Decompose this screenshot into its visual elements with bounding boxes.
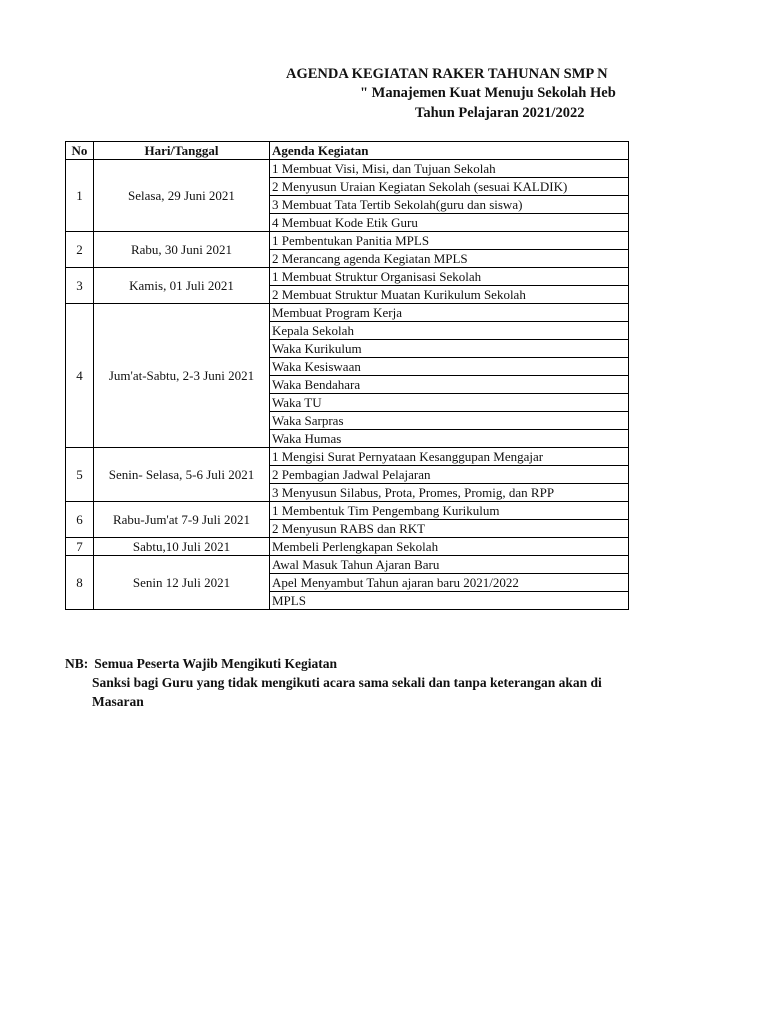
row-number: 2 — [66, 232, 94, 268]
table-header-row — [66, 142, 629, 160]
row-number: 6 — [66, 502, 94, 538]
row-number: 5 — [66, 448, 94, 502]
table-row — [66, 160, 629, 178]
academic-year: Tahun Pelajaran 2021/2022 — [415, 105, 585, 121]
activity-cell: 1 Membuat Struktur Organisasi Sekolah — [270, 268, 629, 286]
activity-cell: Waka Sarpras — [270, 412, 629, 430]
activity-cell: MPLS — [270, 592, 629, 610]
row-number: 8 — [66, 556, 94, 610]
table-row — [66, 556, 629, 574]
activity-cell: Waka Kesiswaan — [270, 358, 629, 376]
activity-cell: 2 Menyusun RABS dan RKT — [270, 520, 629, 538]
activity-cell: Waka Bendahara — [270, 376, 629, 394]
document-title: AGENDA KEGIATAN RAKER TAHUNAN SMP N — [286, 66, 608, 82]
note-text-1: Semua Peserta Wajib Mengikuti Kegiatan — [94, 656, 337, 671]
activity-cell: Awal Masuk Tahun Ajaran Baru — [270, 556, 629, 574]
activity-cell: Waka Humas — [270, 430, 629, 448]
activity-cell: Membuat Program Kerja — [270, 304, 629, 322]
note-line-1 — [65, 656, 337, 672]
column-header-no: No — [66, 142, 94, 160]
note-line-2: Sanksi bagi Guru yang tidak mengikuti acara sama sekali dan tanpa keterangan akan di — [92, 675, 602, 690]
table-row — [66, 232, 629, 250]
activity-cell: Apel Menyambut Tahun ajaran baru 2021/2022 — [270, 574, 629, 592]
row-date: Senin- Selasa, 5-6 Juli 2021 — [94, 448, 270, 502]
activity-cell: Waka Kurikulum — [270, 340, 629, 358]
table-row — [66, 268, 629, 286]
row-date: Senin 12 Juli 2021 — [94, 556, 270, 610]
row-number: 3 — [66, 268, 94, 304]
table-body — [66, 160, 629, 610]
activity-cell: 2 Pembagian Jadwal Pelajaran — [270, 466, 629, 484]
agenda-table — [65, 141, 629, 610]
row-number: 7 — [66, 538, 94, 556]
row-date: Sabtu,10 Juli 2021 — [94, 538, 270, 556]
activity-cell: 2 Membuat Struktur Muatan Kurikulum Sekolah — [270, 286, 629, 304]
row-date: Selasa, 29 Juni 2021 — [94, 160, 270, 232]
table-row — [66, 502, 629, 520]
document-subtitle: " Manajemen Kuat Menuju Sekolah Heb — [360, 85, 616, 101]
activity-cell: 1 Mengisi Surat Pernyataan Kesanggupan Mengajar — [270, 448, 629, 466]
row-number: 4 — [66, 304, 94, 448]
column-header-activity: Agenda Kegiatan — [270, 142, 629, 160]
activity-cell: 3 Menyusun Silabus, Prota, Promes, Promig, dan RPP — [270, 484, 629, 502]
activity-cell: Membeli Perlengkapan Sekolah — [270, 538, 629, 556]
row-date: Rabu-Jum'at 7-9 Juli 2021 — [94, 502, 270, 538]
activity-cell: 1 Pembentukan Panitia MPLS — [270, 232, 629, 250]
activity-cell: 2 Menyusun Uraian Kegiatan Sekolah (sesuai KALDIK) — [270, 178, 629, 196]
table-row — [66, 304, 629, 322]
row-date: Jum'at-Sabtu, 2-3 Juni 2021 — [94, 304, 270, 448]
table-row — [66, 538, 629, 556]
note-label: NB: — [65, 656, 89, 671]
column-header-day: Hari/Tanggal — [94, 142, 270, 160]
activity-cell: 2 Merancang agenda Kegiatan MPLS — [270, 250, 629, 268]
activity-cell: 3 Membuat Tata Tertib Sekolah(guru dan siswa) — [270, 196, 629, 214]
activity-cell: 1 Membuat Visi, Misi, dan Tujuan Sekolah — [270, 160, 629, 178]
activity-cell: 1 Membentuk Tim Pengembang Kurikulum — [270, 502, 629, 520]
row-date: Rabu, 30 Juni 2021 — [94, 232, 270, 268]
table-row — [66, 448, 629, 466]
activity-cell: Waka TU — [270, 394, 629, 412]
note-line-3: Masaran — [92, 694, 144, 709]
row-number: 1 — [66, 160, 94, 232]
activity-cell: Kepala Sekolah — [270, 322, 629, 340]
activity-cell: 4 Membuat Kode Etik Guru — [270, 214, 629, 232]
row-date: Kamis, 01 Juli 2021 — [94, 268, 270, 304]
